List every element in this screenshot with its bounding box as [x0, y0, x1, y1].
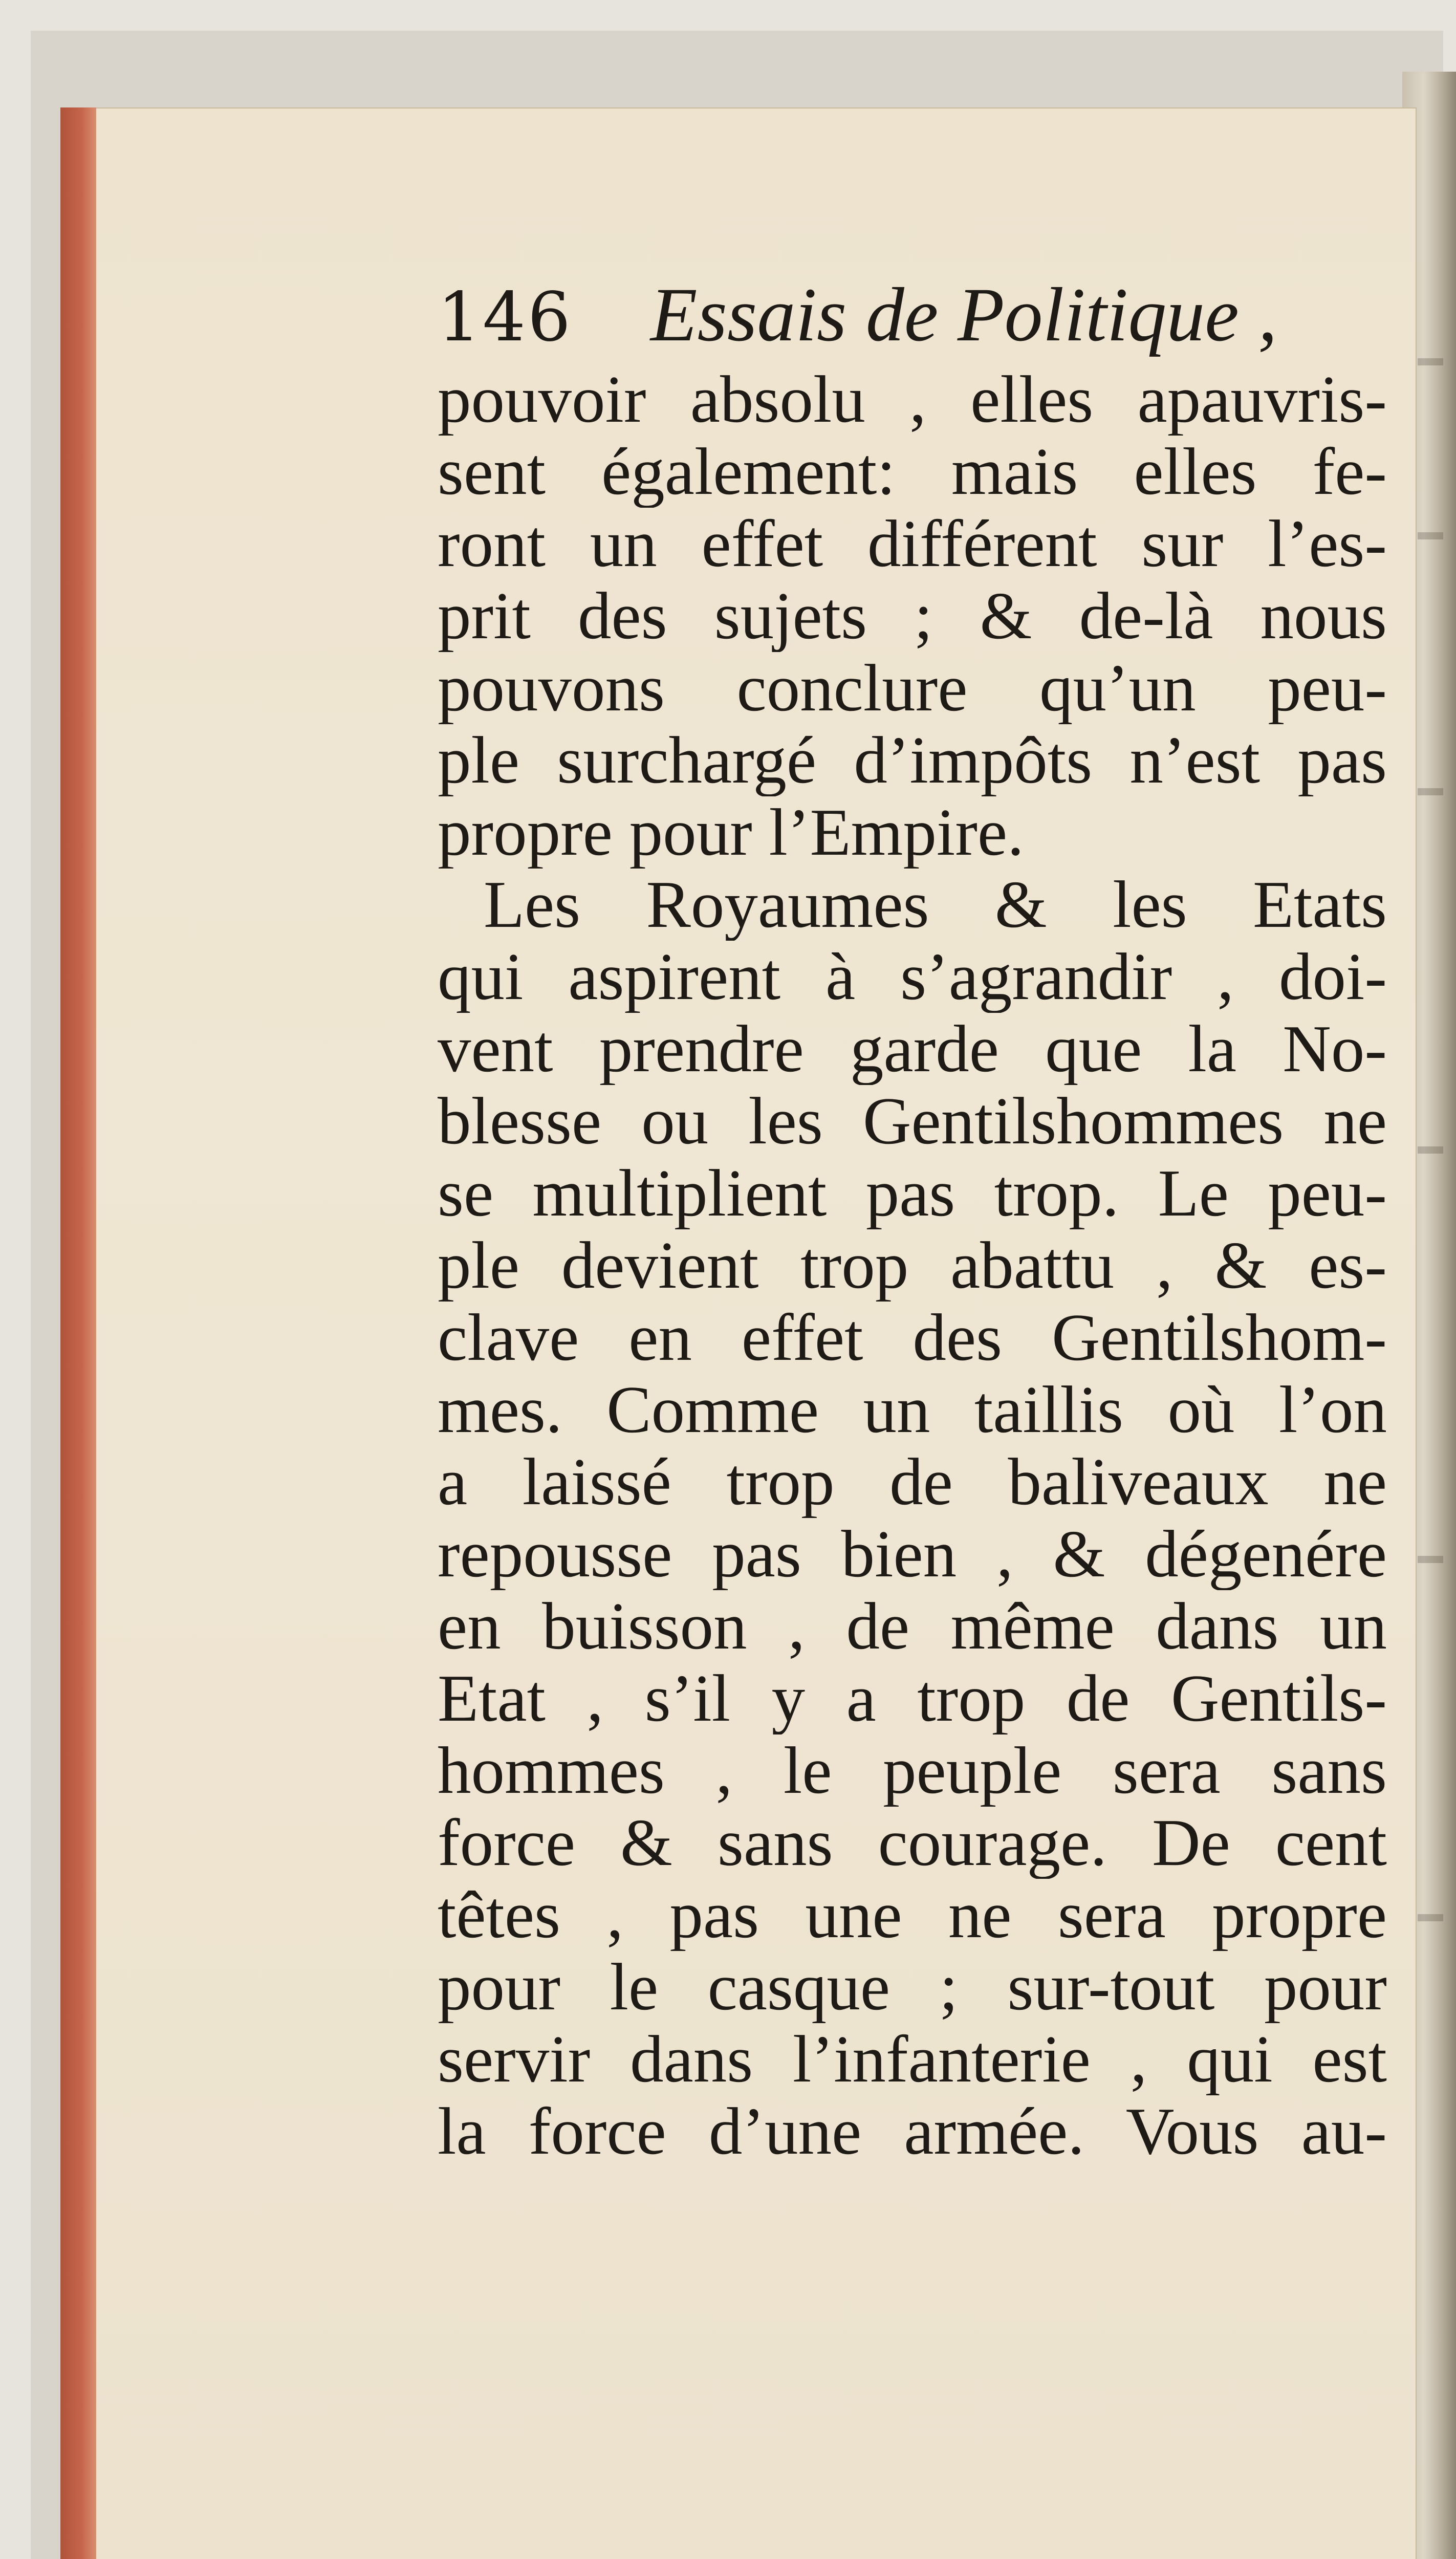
edge-mark [1418, 1146, 1443, 1154]
text-line: pouvons conclure qu’un peu- [438, 652, 1387, 724]
text-line: ple surchargé d’impôts n’est pas [438, 724, 1387, 796]
edge-mark [1418, 1556, 1443, 1563]
text-line: mes. Comme un taillis où l’on [438, 1374, 1387, 1446]
text-line: ple devient trop abattu , & es- [438, 1229, 1387, 1302]
red-page-edge [60, 107, 96, 2559]
text-line: vent prendre garde que la No- [438, 1013, 1387, 1085]
text-line: force & sans courage. De cent [438, 1807, 1387, 1879]
text-line: têtes , pas une ne sera propre [438, 1879, 1387, 1951]
text-line: qui aspirent à s’agrandir , doi- [438, 941, 1387, 1013]
text-line: clave en effet des Gentilshom- [438, 1302, 1387, 1374]
text-line: ront un effet différent sur l’es- [438, 508, 1387, 580]
text-line: se multiplient pas trop. Le peu- [438, 1157, 1387, 1229]
running-head [438, 266, 1387, 363]
text-line: propre pour l’Empire. [438, 796, 1024, 869]
text-line: repousse pas bien , & dégenére [438, 1518, 1387, 1590]
text-line: a laissé trop de baliveaux ne [438, 1446, 1387, 1518]
edge-mark [1418, 1914, 1443, 1921]
running-title: Essais de Politique , [650, 272, 1277, 357]
page-text-block [438, 266, 1387, 2167]
text-line: pour le casque ; sur-tout pour [438, 1951, 1387, 2023]
text-line: en buisson , de même dans un [438, 1590, 1387, 1662]
text-line: Les Royaumes & les Etats [484, 869, 1387, 941]
edge-mark [1418, 532, 1443, 539]
text-line: sent également: mais elles fe- [438, 436, 1387, 508]
text-line: hommes , le peuple sera sans [438, 1734, 1387, 1807]
text-line: blesse ou les Gentilshommes ne [438, 1085, 1387, 1157]
text-line: Etat , s’il y a trop de Gentils- [438, 1662, 1387, 1734]
edge-mark [1418, 358, 1443, 365]
text-line: servir dans l’infanterie , qui est [438, 2023, 1387, 2095]
text-line: la force d’une armée. Vous au- [438, 2095, 1387, 2167]
page-number: 146 [438, 278, 573, 357]
text-line: prit des sujets ; & de-là nous [438, 580, 1387, 652]
body-text [438, 363, 1387, 2167]
text-line: pouvoir absolu , elles apauvris- [438, 363, 1387, 436]
edge-mark [1418, 788, 1443, 795]
